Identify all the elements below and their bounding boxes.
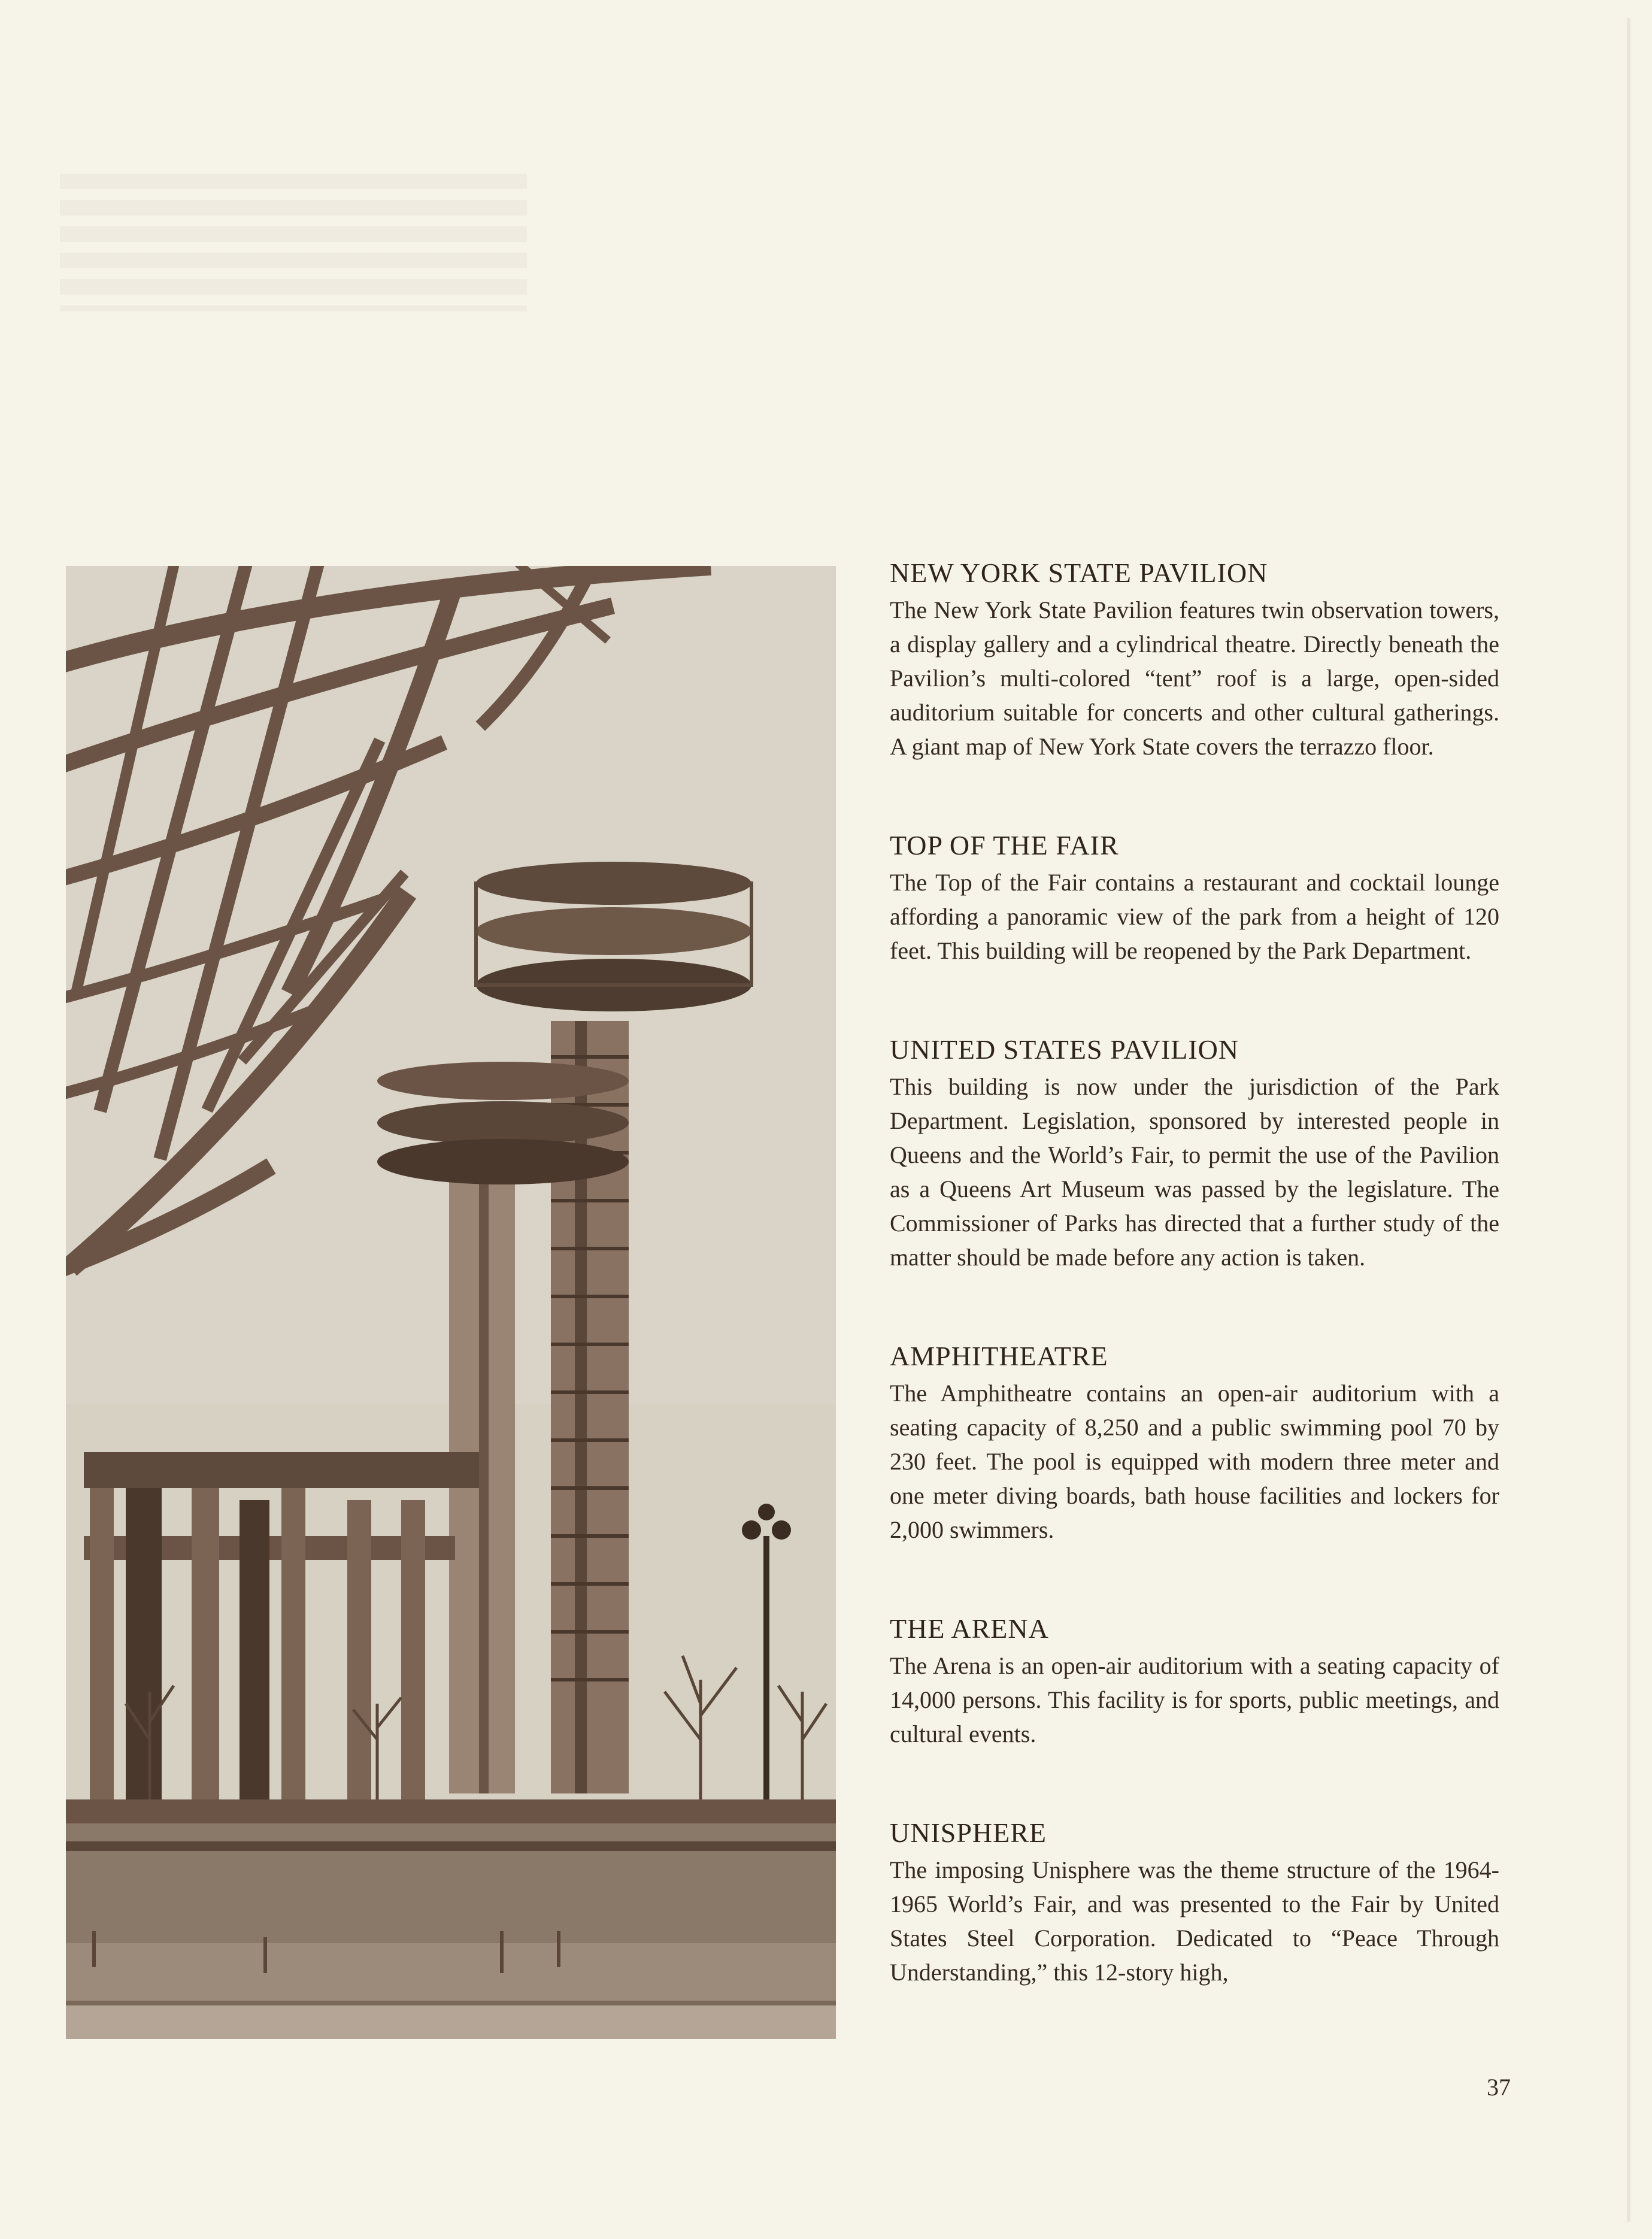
section-top-of-the-fair	[887, 828, 1499, 968]
section-heading: UNISPHERE	[890, 1817, 1047, 1848]
section-body: The imposing Unisphere was the theme structure of the 1964-1965 World’s Fair, and was presented to the Fair by United States Steel Corporation. Dedicated to “Peace Through Understanding,” this 12-story high,	[890, 1856, 1499, 1986]
section-heading: AMPHITHEATRE	[890, 1341, 1108, 1371]
section-ny-state-pavilion	[887, 556, 1499, 763]
section-body: The New York State Pavilion features twin observation towers, a display gallery and a cylindrical theatre. Directly beneath the Pavilion’s multi-colored “tent” roof is a large, open-sided auditorium suitable for concerts and other cultural gatherings. A giant map of New York State covers the terrazzo floor.	[890, 596, 1499, 760]
section-heading: UNITED STATES PAVILION	[890, 1034, 1239, 1065]
section-us-pavilion	[887, 1032, 1499, 1274]
observation-towers-icon	[66, 566, 836, 2039]
section-arena	[887, 1611, 1499, 1751]
section-body: The Arena is an open-air auditorium with a seating capacity of 14,000 persons. This facility is for sports, public meetings, and cultural events.	[890, 1652, 1499, 1747]
pavilion-photo	[66, 566, 836, 2039]
section-body: This building is now under the jurisdiction of the Park Department. Legislation, sponsored by interested people in Queens and the World’s Fair, to permit the use of the Pavilion as a Queens Art Museum was passed by the legislature. The Commissioner of Parks has directed that a further study of the matter should be made before any action is taken.	[890, 1073, 1499, 1271]
section-body: The Amphitheatre contains an open-air auditorium with a seating capacity of 8,250 and a public swimming pool 70 by 230 feet. The pool is equipped with modern three meter and one meter diving boards, bath house facilities and lockers for 2,000 swimmers.	[890, 1380, 1499, 1543]
section-heading: TOP OF THE FAIR	[890, 830, 1119, 861]
page-edge	[1627, 18, 1630, 2222]
text-column	[887, 556, 1499, 2054]
bleed-through-text	[60, 174, 527, 311]
section-heading: THE ARENA	[890, 1613, 1049, 1644]
section-body: The Top of the Fair contains a restaurant and cocktail lounge affording a panoramic view of the park from a height of 120 feet. This building will be reopened by the Park Department.	[890, 869, 1499, 964]
section-amphitheatre	[887, 1339, 1499, 1547]
section-heading: NEW YORK STATE PAVILION	[890, 558, 1268, 588]
section-unisphere	[887, 1816, 1499, 1989]
page-number: 37	[1487, 2074, 1511, 2101]
